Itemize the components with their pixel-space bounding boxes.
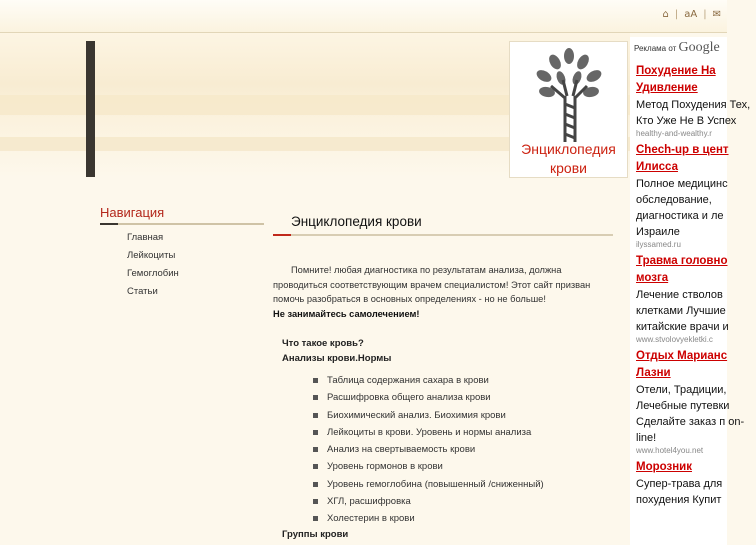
list-item[interactable]: Расшифровка общего анализа крови	[313, 389, 613, 406]
ad-url[interactable]: healthy-and-wealthy.r	[636, 129, 712, 138]
list-item[interactable]: ХГЛ, расшифровка	[313, 493, 613, 510]
intro-text	[273, 263, 613, 321]
link-blood-groups[interactable]: Группы крови	[282, 528, 349, 540]
list-item[interactable]: Таблица содержания сахара в крови	[313, 372, 613, 389]
list-item[interactable]: Лейкоциты в крови. Уровень и нормы анализа	[313, 424, 613, 441]
logo-title-line: крови	[550, 160, 587, 176]
nav-divider	[100, 223, 264, 225]
link-what-is-blood[interactable]: Что такое кровь?	[282, 338, 364, 349]
text-size-icon[interactable]: аА	[684, 9, 698, 20]
ad-text: Отели, Традиции, Лечебные путевки Сделайте заказ п on-line!	[636, 384, 745, 444]
nav-item-articles[interactable]: Статьи	[127, 286, 158, 297]
ad-title-link[interactable]: Chech-up в цент Илисса	[636, 144, 729, 173]
list-item[interactable]: Уровень гормонов в крови	[313, 458, 613, 475]
logo-title-line: Энциклопедия	[521, 141, 616, 157]
ads-header	[630, 37, 727, 59]
top-icons	[663, 9, 721, 20]
title-divider	[273, 234, 613, 236]
ad-title-link[interactable]: Отдых Марианс Лазни	[636, 350, 728, 379]
ad-title-link[interactable]: Морозник	[636, 461, 692, 473]
ad-item	[630, 249, 756, 344]
ad-item	[630, 344, 756, 455]
nav-list	[100, 229, 264, 301]
intro-paragraph: Помните! любая диагностика по результатам анализа, должна проводиться соответствующим врачем специалистом! Этот сайт призван помочь разобраться в основных определениях - но не больше!	[273, 265, 591, 304]
navigation	[100, 205, 264, 301]
page-title: Энциклопедия крови	[291, 214, 422, 229]
nav-item-leukocytes[interactable]: Лейкоциты	[127, 250, 176, 261]
ad-text: Лечение стволов клетками Лучшие китайские врачи и	[636, 289, 729, 333]
ad-url[interactable]: www.stvolovyekletki.c	[636, 335, 713, 344]
ad-item	[630, 59, 756, 138]
ad-text: Метод Похудения Тех, Кто Уже Не В Успех	[636, 99, 751, 127]
intro-warning: Не занимайтесь самолечением!	[273, 308, 420, 319]
main-content	[273, 214, 613, 542]
section-links	[282, 337, 613, 366]
link-blood-tests[interactable]: Анализы крови.Нормы	[282, 352, 392, 364]
home-icon[interactable]: ⌂	[662, 9, 669, 20]
list-item[interactable]: Холестерин в крови	[313, 510, 613, 527]
ad-item	[630, 138, 756, 249]
ad-item	[630, 455, 756, 508]
mail-icon[interactable]: ✉	[712, 9, 721, 20]
nav-item-home[interactable]: Главная	[127, 232, 164, 243]
divider: |	[703, 9, 707, 20]
list-item[interactable]: Анализ на свертываемость крови	[313, 441, 613, 458]
blood-tests-list	[313, 372, 613, 528]
divider: |	[674, 9, 679, 20]
ad-url[interactable]: www.hotel4you.net	[636, 446, 704, 455]
logo-title	[510, 140, 627, 178]
tree-icon	[529, 46, 609, 144]
ad-url[interactable]: ilyssamed.ru	[636, 240, 681, 249]
list-item[interactable]: Уровень гемоглобина (повышенный /сниженный)	[313, 476, 613, 493]
ad-text: Супер-трава для похудения Купит	[636, 478, 723, 506]
ad-title-link[interactable]: Похудение На Удивление	[636, 65, 716, 94]
top-bar	[0, 0, 727, 33]
ad-text: Полное медицинс обследование, диагностика и ле Израиле	[636, 178, 728, 238]
site-logo[interactable]	[509, 41, 628, 178]
list-item[interactable]: Биохимический анализ. Биохимия крови	[313, 407, 613, 424]
ads-header-label: Реклама от	[634, 44, 677, 53]
header-dark-bar	[86, 41, 95, 177]
google-logo[interactable]: Google	[678, 40, 720, 55]
nav-item-hemoglobin[interactable]: Гемоглобин	[127, 268, 179, 279]
ads-sidebar	[630, 37, 751, 545]
ad-title-link[interactable]: Травма головно мозга	[636, 255, 728, 284]
nav-title: Навигация	[100, 205, 165, 220]
